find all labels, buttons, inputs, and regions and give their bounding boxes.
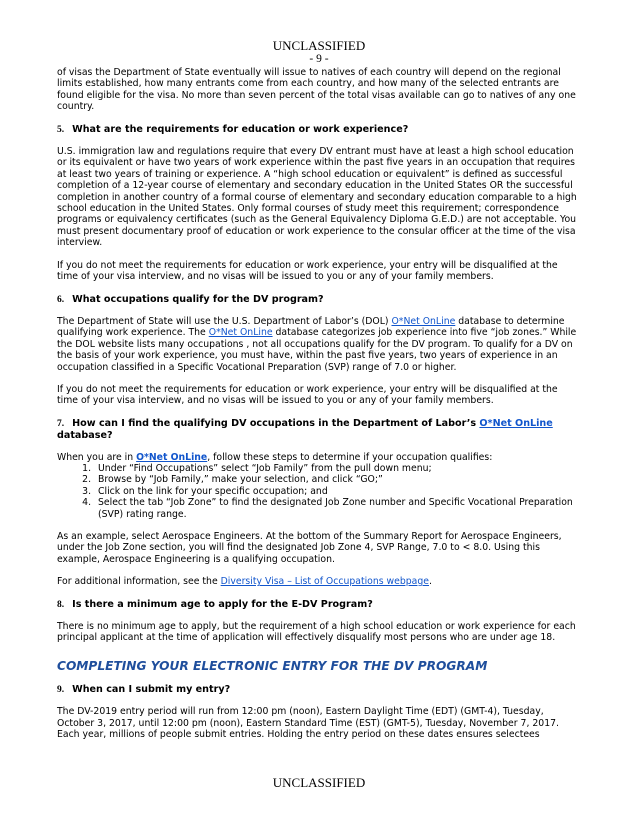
question-9-heading — [57, 684, 581, 696]
question-8-heading — [57, 599, 581, 611]
list-item: 4. Select the tab “Job Zone” to find the designated Job Zone number and Specific Vocational Preparation (SVP) rating range. — [94, 497, 581, 520]
document-body — [57, 67, 581, 751]
question-text: What are the requirements for education or work experience? — [72, 123, 409, 135]
list-of-occupations-link[interactable]: Diversity Visa – List of Occupations webpage — [220, 576, 429, 588]
onet-online-link[interactable]: O*Net OnLine — [136, 451, 208, 463]
question-text: What occupations qualify for the DV program? — [72, 293, 324, 305]
q6-paragraph-1 — [57, 316, 581, 373]
list-item: 3. Click on the link for your specific occupation; and — [94, 486, 581, 497]
question-6-heading — [57, 294, 581, 306]
question-text: When can I submit my entry? — [72, 683, 231, 695]
q8-paragraph-1: There is no minimum age to apply, but the requirement of a high school education or work experience for each principal applicant at the time of application will effectively disqualify most persons who are under age 18. — [57, 621, 576, 644]
steps-list — [57, 463, 581, 520]
q5-paragraph-1: U.S. immigration law and regulations require that every DV entrant must have at least a high school education or its equivalent or have two years of work experience within the past five years in an occupation that requires at least two years of training or experience. A “high school education or equivalent” is defined as successful completion of a 12-year course of elementary and secondary education in the United States OR the successful completion in another country of a formal course of elementary and secondary education comparable to a high school education in the United States. Only formal courses of study meet this requirement; correspondence programs or equivalency certificates (such as the General Equivalency Diploma G.E.D.) are not acceptable. You must present documentary proof of education or work experience to the consular officer at the time of the visa interview. — [57, 146, 577, 249]
question-text: Is there a minimum age to apply for the E-DV Program? — [72, 598, 373, 610]
text-run: , follow these steps to determine if your occupation qualifies: — [207, 451, 493, 463]
q7-additional-info — [57, 576, 581, 587]
list-item: 1. Under “Find Occupations” select “Job Family” from the pull down menu; — [94, 463, 581, 474]
q7-example: As an example, select Aerospace Engineers. At the bottom of the Summary Report for Aerospace Engineers, under the Job Zone section, you will find the designated Job Zone 4, SVP Range, 7.0 to < 8.0. Using this example, Aerospace Engineering is a qualifying occupation. — [57, 531, 562, 565]
section-heading: COMPLETING YOUR ELECTRONIC ENTRY FOR THE DV PROGRAM — [57, 658, 488, 673]
classification-marking-bottom: UNCLASSIFIED — [272, 775, 366, 790]
intro-paragraph: of visas the Department of State eventually will issue to natives of each country will depend on the regional limits established, how many entrants come from each country, and how many of the selected entrants are found eligible for the visa. No more than seven percent of the total visas available can go to natives of any one country. — [57, 67, 576, 113]
question-5-heading — [57, 124, 581, 136]
onet-online-link[interactable]: O*Net OnLine — [479, 417, 553, 429]
q9-paragraph-1: The DV-2019 entry period will run from 12:00 pm (noon), Eastern Daylight Time (EDT) (GMT-4), Tuesday, October 3, 2017, until 12:00 pm (noon), Eastern Standard Time (EST) (GMT-5), Tuesday, November 7, 2017. Each year, millions of people submit entries. Holding the entry period on these dates ensures selectees — [57, 706, 559, 741]
question-number: 5. — [57, 124, 65, 135]
question-number: 8. — [57, 599, 65, 610]
text-run: . — [429, 576, 432, 588]
question-number: 9. — [57, 684, 65, 695]
question-text: How can I find the qualifying DV occupations in the Department of Labor’s — [72, 417, 480, 429]
text-run: When you are in — [57, 451, 137, 463]
list-item: 2. Browse by “Job Family,” make your selection, and click “GO;” — [94, 474, 581, 485]
text-run: For additional information, see the — [57, 576, 221, 588]
onet-online-link[interactable]: O*Net OnLine — [208, 327, 273, 339]
question-text: database? — [57, 430, 113, 442]
question-number: 6. — [57, 294, 65, 305]
q6-paragraph-2: If you do not meet the requirements for education or work experience, your entry will be disqualified at the time of your visa interview, and no visas will be issued to you or any of your family members. — [57, 383, 558, 407]
question-number: 7. — [57, 418, 65, 429]
classification-marking-top: UNCLASSIFIED — [272, 38, 366, 53]
onet-online-link[interactable]: O*Net OnLine — [391, 315, 456, 327]
text-run: database to determine qualifying work experience. The — [57, 315, 565, 339]
text-run: database categorizes job experience into five “job zones.” While the DOL website lists many occupations , not all occupations qualify for the DV program. To qualify for a DV on the basis of your work experience, you must have, within the past five years, two years of experience in an occupation classified in a Specific Vocational Preparation (SVP) range of 7.0 or higher. — [57, 327, 577, 373]
question-7-heading — [57, 418, 581, 442]
q7-intro — [57, 452, 581, 463]
text-run: The Department of State will use the U.S. Department of Labor’s (DOL) — [57, 315, 392, 327]
page-number: - 9 - — [309, 53, 329, 65]
q5-paragraph-2: If you do not meet the requirements for education or work experience, your entry will be disqualified at the time of your visa interview, and no visas will be issued to you or any of your family members. — [57, 259, 558, 283]
